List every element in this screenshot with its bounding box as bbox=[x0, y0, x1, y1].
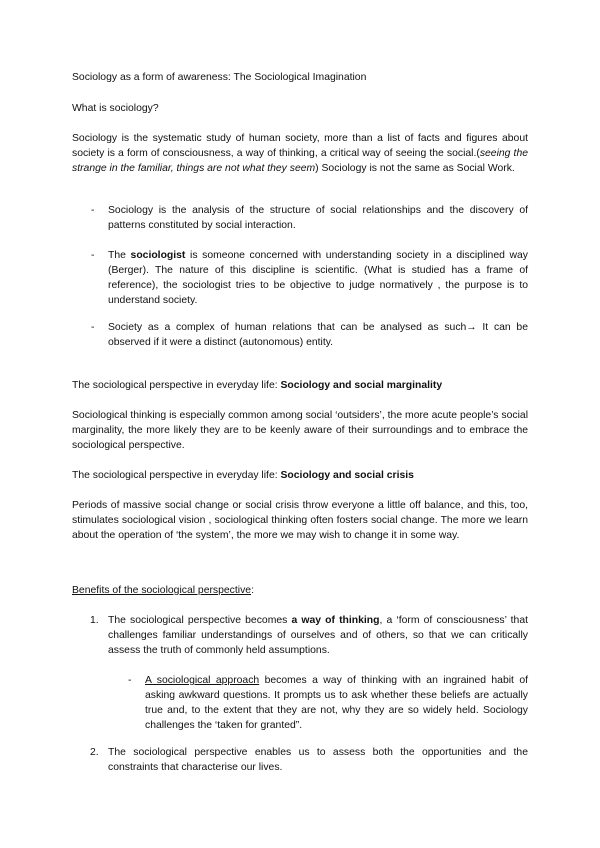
bullet-item: - The sociologist is someone concerned with understanding society in a disciplined way (Berger). The nature of this discipline is scientific. (What is studied has a frame of reference), the sociologist tries to be objective to judge normatively , the purpose is to understand society. bbox=[91, 250, 529, 306]
intro-paragraph: Sociology is the systematic study of human society, more than a list of facts and figures about society is a form of consciousness, a way of thinking, a critical way of seeing the social.(seeing the strange in the familiar, things are not what they seem) Sociology is not the same as Social Work. bbox=[72, 133, 529, 174]
section-heading: The sociological perspective in everyday life: Sociology and social marginality bbox=[72, 380, 443, 391]
sub-bullet-item: - A sociological approach becomes a way of thinking with an ingrained habit of asking awkward questions. It prompts us to ask whether these beliefs are actually true and, to the extent that they are not, why they are so widely held. Sociology challenges the ‘taken for granted”. bbox=[128, 675, 528, 731]
section-question: What is sociology? bbox=[72, 103, 159, 114]
section-heading: The sociological perspective in everyday life: Sociology and social crisis bbox=[72, 470, 414, 481]
numbered-item: 2. The sociological perspective enables us to assess both the opportunities and the constraints that characterise our lives. bbox=[90, 747, 528, 773]
paragraph: Periods of massive social change or social crisis throw everyone a little off balance, and this, too, stimulates sociological vision , sociological thinking often fosters social change. The more we learn about the operation of ‘the system’, the more we may wish to change it in some way. bbox=[72, 500, 528, 541]
numbered-item: 1. The sociological perspective becomes a way of thinking, a ‘form of consciousness’ that challenges familiar understandings of ourselves and of others, so that we can critically assess the truth of commonly held assumptions. bbox=[90, 615, 528, 656]
bullet-item: - Sociology is the analysis of the structure of social relationships and the discovery of patterns constituted by social interaction. bbox=[91, 205, 528, 231]
benefits-heading: Benefits of the sociological perspective: bbox=[72, 585, 254, 596]
bullet-item: - Society as a complex of human relations that can be analysed as such→ It can be observed if it were a distinct (autonomous) entity. bbox=[91, 322, 528, 348]
document-title: Sociology as a form of awareness: The Sociological Imagination bbox=[72, 72, 367, 83]
paragraph: Sociological thinking is especially common among social ‘outsiders’, the more acute people’s social marginality, the more likely they are to be keenly aware of their surroundings and to embrace the sociological perspective. bbox=[72, 410, 528, 451]
